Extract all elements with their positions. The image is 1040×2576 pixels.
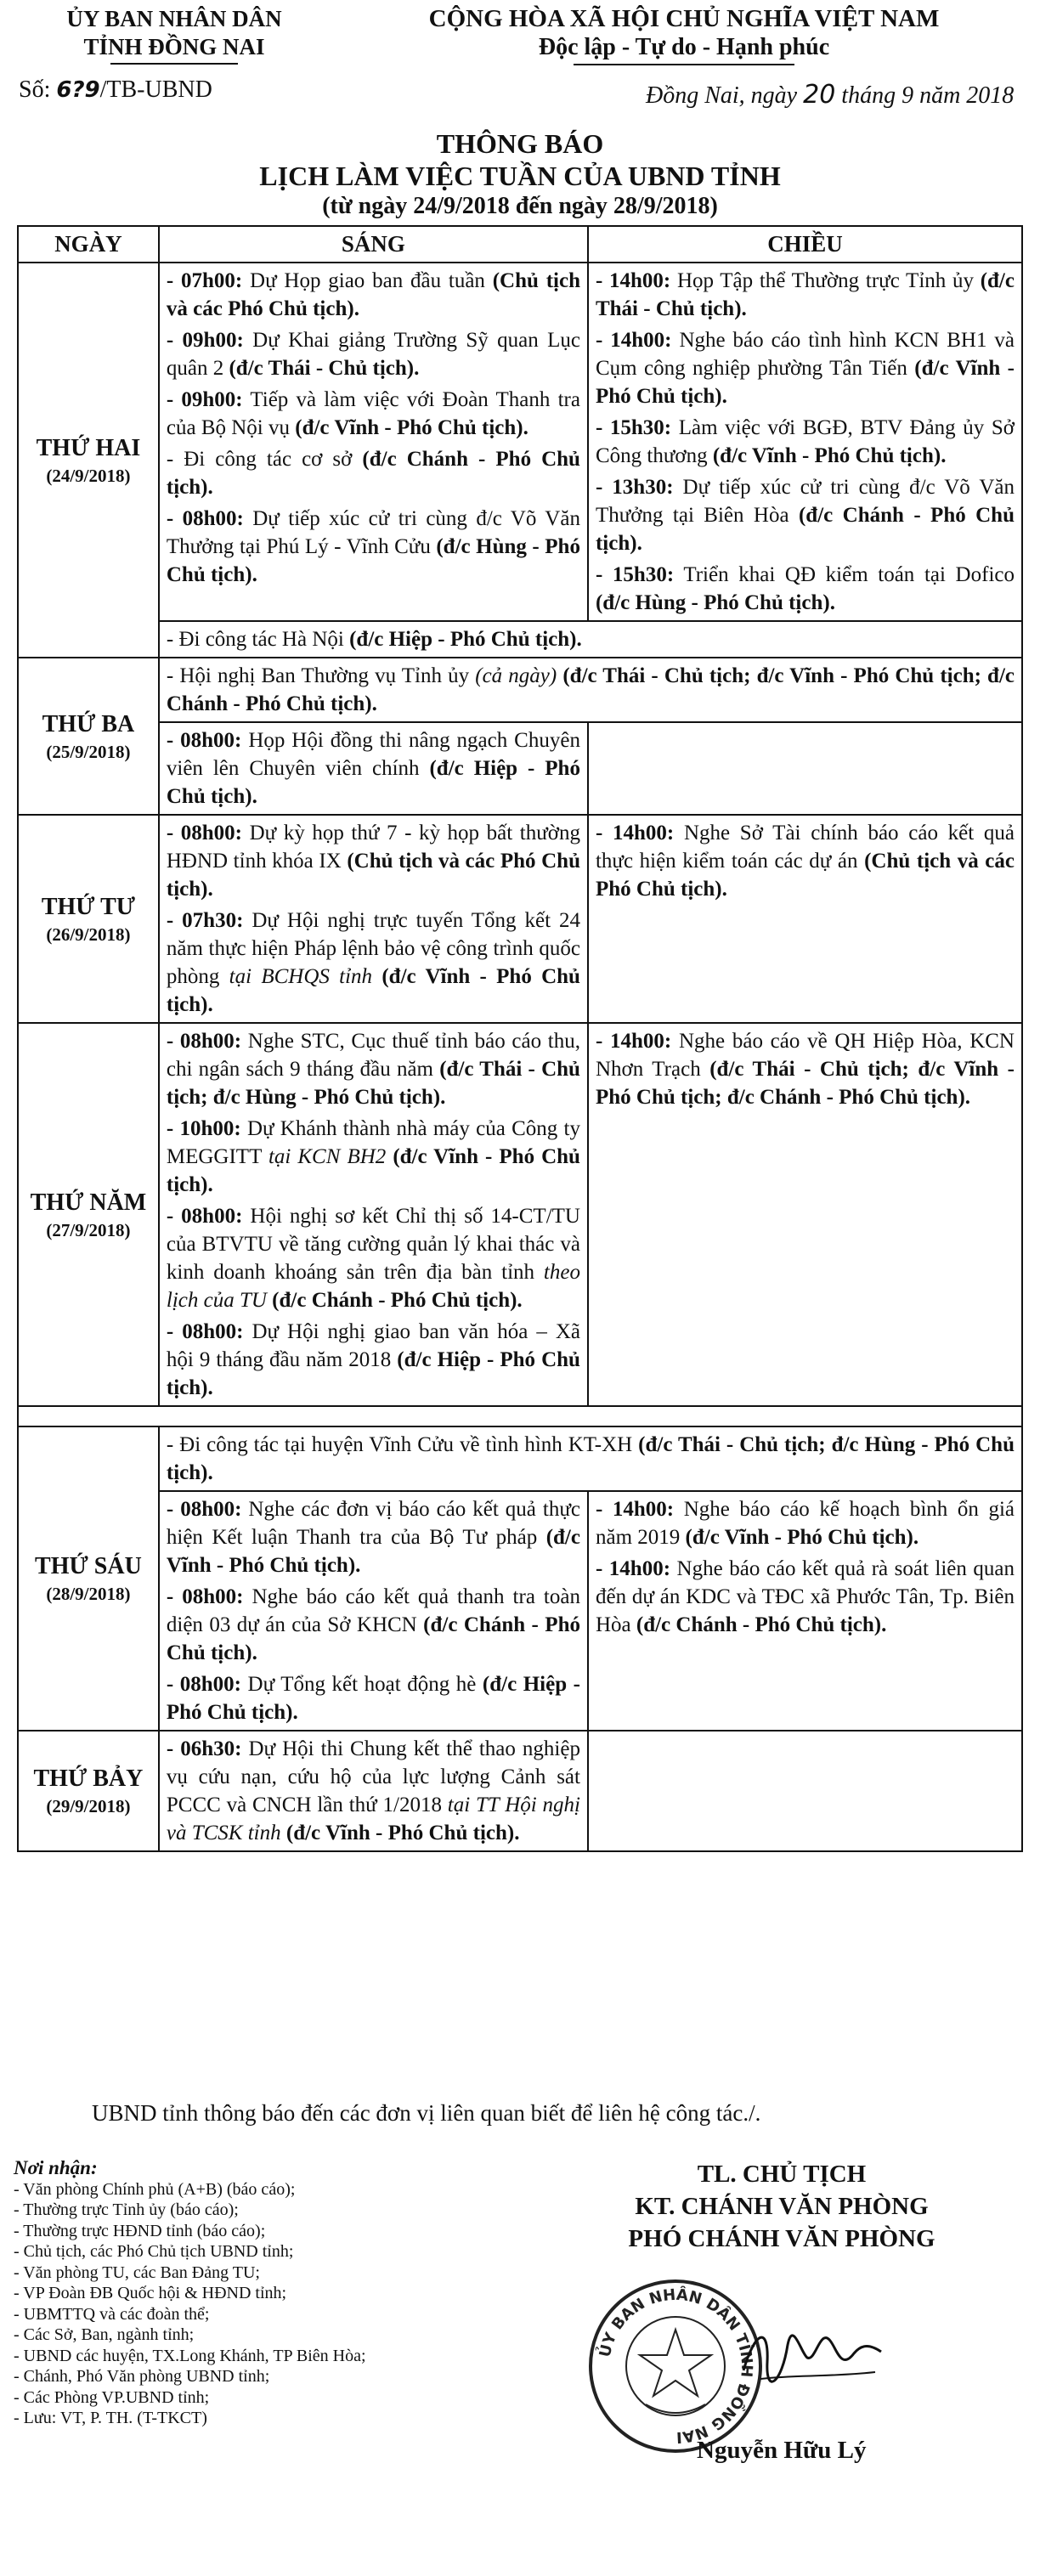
item-attendees: (đ/c Vĩnh - Phó Chủ tịch). [166, 1145, 580, 1196]
item-text: Họp Tập thể Thường trực Tỉnh ủy [670, 269, 981, 292]
item-text: Làm việc với BGĐ, BTV Đảng ủy Sở Công thương [595, 416, 1015, 467]
afternoon-cell [588, 263, 1022, 621]
header-afternoon: CHIỀU [588, 226, 1022, 263]
day-cell [18, 658, 159, 815]
morning-cell [159, 1731, 588, 1851]
item-attendees: (Chủ tịch và các Phó Chủ tịch). [166, 850, 580, 901]
schedule-item [596, 1555, 1015, 1639]
afternoon-cell [588, 1491, 1022, 1731]
item-place: tại BCHQS tỉnh [229, 965, 373, 988]
schedule-item [596, 1495, 1015, 1551]
day-name: THỨ SÁU [35, 1553, 142, 1579]
table-gap [18, 1406, 1022, 1426]
fullday-cell [159, 621, 1022, 658]
schedule-item [167, 1583, 580, 1667]
item-text: Nghe báo cáo kế hoạch bình ổn giá năm 2019 [595, 1498, 1015, 1549]
item-time: - 09h00: [166, 329, 244, 352]
sign-line-2: KT. CHÁNH VĂN PHÒNG [635, 2193, 929, 2220]
item-time: - 08h00: [166, 729, 242, 752]
handwritten-signature-icon [735, 2311, 888, 2396]
item-text: Nghe các đơn vị báo cáo kết quả thực hiện Kết luận Thanh tra của Bộ Tư pháp [166, 1498, 580, 1549]
nation-underline [574, 64, 794, 65]
schedule-item [167, 726, 580, 811]
schedule-item [167, 1202, 580, 1314]
recipient-item: - Chủ tịch, các Phó Chủ tịch UBND tỉnh; [14, 2242, 294, 2261]
item-attendees: (đ/c Thái - Chủ tịch; đ/c Vĩnh - Phó Chủ tịch; đ/c Chánh - Phó Chủ tịch). [595, 1058, 1015, 1109]
item-place: tại KCN BH2 [268, 1145, 387, 1168]
recipients-block [14, 2158, 489, 2429]
table-row-fullday [18, 621, 1022, 658]
org-line-2: TỈNH ĐỒNG NAI [83, 34, 265, 59]
item-attendees: (đ/c Vĩnh - Phó Chủ tịch). [685, 1526, 919, 1549]
schedule-item [167, 907, 580, 1019]
morning-cell [159, 1023, 588, 1406]
item-text: Nghe báo cáo kết quả thanh tra toàn diện 03 dự án của Sở KHCN [166, 1585, 580, 1636]
fullday-cell [159, 658, 1022, 722]
org-underline [110, 63, 238, 65]
recipients-title: Nơi nhận: [14, 2157, 98, 2178]
item-attendees: (đ/c Chánh - Phó Chủ tịch). [595, 504, 1015, 555]
schedule-item [167, 625, 1015, 653]
document-number [19, 76, 212, 104]
day-cell [18, 1426, 159, 1731]
national-title [357, 5, 1011, 65]
schedule-table [17, 225, 1023, 1852]
day-date: (27/9/2018) [46, 1219, 131, 1240]
day-cell [18, 815, 159, 1023]
item-place: theo lịch của TU [166, 1261, 580, 1312]
schedule-item [167, 1735, 580, 1847]
schedule-item [167, 1670, 580, 1726]
item-text: Dự Hội thi Chung kết thể thao nghiệp vụ cứu nạn, cứu hộ của lực lượng Cảnh sát PCCC và CNCH lần thứ 1/2018 [166, 1737, 580, 1816]
item-time: - 08h00: [166, 1320, 244, 1343]
item-text: Dự tiếp xúc cử tri cùng đ/c Võ Văn Thưởng tại Phú Lý - Vĩnh Cửu [166, 507, 580, 558]
issuing-organization [34, 5, 314, 65]
recipient-item: - Văn phòng Chính phủ (A+B) (báo cáo); [14, 2179, 296, 2199]
day-cell [18, 263, 159, 658]
item-time: - 09h00: [166, 388, 243, 411]
item-time: - 13h30: [595, 476, 674, 499]
item-attendees: (đ/c Vĩnh - Phó Chủ tịch). [595, 357, 1015, 408]
item-attendees: (đ/c Chánh - Phó Chủ tịch). [636, 1613, 887, 1636]
table-row [18, 1491, 1022, 1731]
item-attendees: (Chủ tịch và các Phó Chủ tịch). [166, 269, 580, 320]
morning-cell [159, 815, 588, 1023]
item-place: tại TT Hội nghị và TCSK tỉnh [166, 1794, 580, 1844]
item-text: Dự Hội nghị giao ban văn hóa – Xã hội 9 tháng đầu năm 2018 [166, 1320, 580, 1371]
recipient-item: - Các Sở, Ban, ngành tỉnh; [14, 2325, 195, 2344]
schedule-item [167, 386, 580, 442]
item-time: - 08h00: [166, 1205, 243, 1228]
item-time: - 10h00: [166, 1117, 241, 1140]
morning-cell [159, 263, 588, 621]
item-attendees: (Chủ tịch và các Phó Chủ tịch). [595, 850, 1015, 901]
item-text: Nghe báo cáo kết quả rà soát liên quan đến dự án KDC và TĐC xã Phước Tân, Tp. Biên Hòa [595, 1557, 1015, 1636]
schedule-item [596, 267, 1015, 323]
item-attendees: (đ/c Hiệp - Phó Chủ tịch). [349, 628, 582, 651]
recipient-item: - Các Phòng VP.UBND tỉnh; [14, 2387, 210, 2407]
item-note: (cả ngày) [475, 664, 557, 687]
day-name: THỨ BẢY [33, 1765, 144, 1792]
item-attendees: (đ/c Hùng - Phó Chủ tịch). [595, 591, 835, 614]
item-attendees: (đ/c Thái - Chủ tịch; đ/c Hùng - Phó Chủ tịch). [166, 1433, 1015, 1484]
item-text: Hội nghị sơ kết Chỉ thị số 14-CT/TU của BTVTU về tăng cường quản lý khai thác và kinh doanh khoáng sản trên địa bàn tỉnh [166, 1205, 580, 1284]
recipient-item: - Văn phòng TU, các Ban Đảng TU; [14, 2262, 260, 2282]
item-attendees: (đ/c Vĩnh - Phó Chủ tịch). [712, 444, 947, 467]
table-row [18, 815, 1022, 1023]
signer-name: Nguyễn Hữu Lý [697, 2437, 867, 2464]
schedule-item [167, 1027, 580, 1111]
item-time: - 14h00: [595, 1557, 671, 1580]
schedule-body [18, 263, 1022, 1851]
item-text: Nghe Sở Tài chính báo cáo kết quả thực hiện kiểm toán các dự án [595, 822, 1015, 873]
schedule-item [596, 561, 1015, 617]
nation-line-1: CỘNG HÒA XÃ HỘI CHỦ NGHĨA VIỆT NAM [428, 5, 940, 32]
schedule-item [167, 1495, 580, 1579]
schedule-item [596, 414, 1015, 470]
item-attendees: (đ/c Hiệp - Phó Chủ tịch). [166, 757, 580, 808]
item-text: Nghe báo cáo về QH Hiệp Hòa, KCN Nhơn Trạch [595, 1030, 1015, 1081]
item-text: Triển khai QĐ kiểm toán tại Dofico [674, 563, 1015, 586]
item-text: Dự Tổng kết hoạt động hè [240, 1673, 483, 1696]
seal-text: ỦY BAN NHÂN DÂN TỈNH ĐỒNG NAI [596, 2285, 756, 2447]
sign-line-3: PHÓ CHÁNH VĂN PHÒNG [628, 2225, 935, 2252]
sign-line-1: TL. CHỦ TỊCH [697, 2161, 867, 2188]
org-line-1: ỦY BAN NHÂN DÂN [66, 6, 282, 31]
schedule-item [167, 267, 580, 323]
day-name: THỨ TƯ [41, 893, 136, 920]
item-attendees: (đ/c Vĩnh - Phó Chủ tịch). [166, 1526, 580, 1577]
morning-cell [159, 722, 588, 815]
schedule-item [167, 1318, 580, 1402]
item-text: Dự Hội nghị trực tuyến Tổng kết 24 năm thực hiện Pháp lệnh bảo vệ công trình quốc phòng [166, 909, 580, 988]
schedule-item [167, 505, 580, 589]
recipient-item: - Thường trực Tỉnh ủy (báo cáo); [14, 2200, 239, 2219]
schedule-item [596, 326, 1015, 410]
item-time: - 14h00: [595, 1498, 675, 1521]
item-text: Nghe báo cáo tình hình KCN BH1 và Cụm công nghiệp phường Tân Tiến [595, 329, 1015, 380]
item-text: Dự kỳ họp thứ 7 - kỳ họp bất thường HĐND tỉnh khóa IX [166, 822, 580, 873]
table-header-row [18, 226, 1022, 263]
recipient-item: - Chánh, Phó Văn phòng UBND tỉnh; [14, 2367, 270, 2386]
item-attendees: (đ/c Chánh - Phó Chủ tịch). [166, 1613, 580, 1664]
item-attendees: (đ/c Thái - Chủ tịch; đ/c Hùng - Phó Chủ tịch). [166, 1058, 580, 1109]
item-text: - Đi công tác tại huyện Vĩnh Cửu về tình hình KT-XH [166, 1433, 639, 1456]
title-line-3: (từ ngày 24/9/2018 đến ngày 28/9/2018) [322, 193, 718, 219]
schedule-item [167, 1431, 1015, 1487]
date-day: 20 [803, 80, 836, 110]
day-name: THỨ NĂM [30, 1189, 147, 1216]
afternoon-cell [588, 722, 1022, 815]
item-text: Dự Khai giảng Trường Sỹ quan Lục quân 2 [166, 329, 580, 380]
so-suffix: /TB-UBND [99, 76, 212, 103]
table-row [18, 1731, 1022, 1851]
item-time: - 08h00: [166, 1498, 242, 1521]
issue-date [646, 80, 1014, 110]
day-date: (24/9/2018) [46, 465, 131, 486]
item-attendees: (đ/c Chánh - Phó Chủ tịch). [266, 1289, 523, 1312]
item-attendees: (đ/c Thái - Chủ tịch). [229, 357, 420, 380]
day-name: THỨ BA [42, 710, 135, 737]
item-time: - 14h00: [595, 269, 671, 292]
item-attendees: (đ/c Hiệp - Phó Chủ tịch). [166, 1348, 580, 1399]
afternoon-cell [588, 815, 1022, 1023]
afternoon-cell [588, 1023, 1022, 1406]
day-date: (25/9/2018) [46, 741, 131, 762]
item-attendees: (đ/c Chánh - Phó Chủ tịch). [166, 448, 580, 499]
item-time: - 08h00: [166, 1673, 241, 1696]
date-prefix: Đồng Nai, ngày [646, 82, 798, 109]
item-attendees: (đ/c Hùng - Phó Chủ tịch). [166, 535, 580, 586]
table-row-fullday [18, 1426, 1022, 1491]
item-text: - Đi công tác Hà Nội [166, 628, 350, 651]
date-suffix: tháng 9 năm 2018 [841, 82, 1015, 109]
item-time: - 15h30: [595, 563, 675, 586]
morning-cell [159, 1491, 588, 1731]
day-date: (26/9/2018) [46, 924, 131, 945]
header-day: NGÀY [18, 226, 159, 263]
item-time: - 08h00: [166, 1585, 244, 1608]
item-time: - 15h30: [595, 416, 672, 439]
table-row [18, 263, 1022, 621]
item-time: - 08h00: [166, 822, 243, 845]
item-time: - 06h30: [166, 1737, 242, 1760]
item-time: - 08h00: [166, 1030, 242, 1053]
item-text: - Đi công tác cơ sở [166, 448, 363, 471]
schedule-item [596, 819, 1015, 903]
title-line-1: THÔNG BÁO [436, 128, 604, 159]
so-number: 6?9 [56, 77, 100, 103]
header-morning: SÁNG [159, 226, 588, 263]
closing-notice: UBND tỉnh thông báo đến các đơn vị liên quan biết để liên hệ công tác./. [92, 2100, 761, 2126]
item-attendees: (đ/c Thái - Chủ tịch). [595, 269, 1015, 320]
schedule-item [167, 662, 1015, 718]
item-attendees: (đ/c Vĩnh - Phó Chủ tịch). [280, 1822, 520, 1844]
nation-line-2: Độc lập - Tự do - Hạnh phúc [538, 34, 830, 60]
item-attendees: (đ/c Vĩnh - Phó Chủ tịch). [295, 416, 528, 439]
afternoon-cell [588, 1731, 1022, 1851]
schedule-item [596, 473, 1015, 557]
so-label: Số: [19, 76, 51, 103]
schedule-item [596, 1027, 1015, 1111]
item-text: - Hội nghị Ban Thường vụ Tỉnh ủy [166, 664, 476, 687]
item-time: - 14h00: [595, 329, 672, 352]
document-title [0, 127, 1040, 221]
table-gap-cell [18, 1406, 1022, 1426]
item-text: Họp Hội đồng thi nâng ngạch Chuyên viên lên Chuyên viên chính [166, 729, 580, 780]
day-date: (28/9/2018) [46, 1584, 131, 1604]
item-time: - 07h30: [166, 909, 244, 932]
item-text: Tiếp và làm việc với Đoàn Thanh tra của Bộ Nội vụ [166, 388, 580, 439]
recipient-item: - Lưu: VT, P. TH. (T-TKCT) [14, 2409, 207, 2427]
schedule-item [167, 819, 580, 903]
day-name: THỨ HAI [36, 434, 141, 461]
item-time: - 14h00: [595, 1030, 672, 1053]
schedule-item [167, 445, 580, 501]
day-date: (29/9/2018) [46, 1796, 131, 1816]
recipient-item: - UBMTTQ và các đoàn thể; [14, 2304, 210, 2324]
svg-text:ỦY BAN NHÂN DÂN TỈNH ĐỒNG NAI [594, 2285, 756, 2446]
item-text: Nghe STC, Cục thuế tỉnh báo cáo thu, chi ngân sách 9 tháng đầu năm [166, 1030, 580, 1081]
fullday-cell [159, 1426, 1022, 1491]
table-row-fullday [18, 658, 1022, 722]
item-attendees: (đ/c Vĩnh - Phó Chủ tịch). [166, 965, 580, 1016]
schedule-item [167, 326, 580, 382]
signature-block [544, 2158, 1020, 2255]
item-text: Dự Khánh thành nhà máy của Công ty MEGGITT [166, 1117, 580, 1168]
recipients-list [14, 2179, 489, 2429]
schedule-item [167, 1115, 580, 1199]
item-time: - 14h00: [595, 822, 675, 845]
day-cell [18, 1023, 159, 1406]
table-row [18, 1023, 1022, 1406]
title-line-2: LỊCH LÀM VIỆC TUẦN CỦA UBND TỈNH [259, 161, 781, 191]
item-time: - 08h00: [166, 507, 244, 530]
recipient-item: - Thường trực HĐND tỉnh (báo cáo); [14, 2221, 266, 2240]
recipient-item: - VP Đoàn ĐB Quốc hội & HĐND tỉnh; [14, 2284, 287, 2302]
recipient-item: - UBND các huyện, TX.Long Khánh, TP Biên Hòa; [14, 2346, 366, 2365]
table-row [18, 722, 1022, 815]
item-attendees: (đ/c Thái - Chủ tịch; đ/c Vĩnh - Phó Chủ tịch; đ/c Chánh - Phó Chủ tịch). [166, 664, 1015, 715]
item-text: Dự Họp giao ban đầu tuần [242, 269, 493, 292]
item-time: - 07h00: [166, 269, 243, 292]
item-text: Dự tiếp xúc cử tri cùng đ/c Võ Văn Thưởng tại Biên Hòa [595, 476, 1015, 527]
item-attendees: (đ/c Hiệp - Phó Chủ tịch). [166, 1673, 580, 1724]
day-cell [18, 1731, 159, 1851]
